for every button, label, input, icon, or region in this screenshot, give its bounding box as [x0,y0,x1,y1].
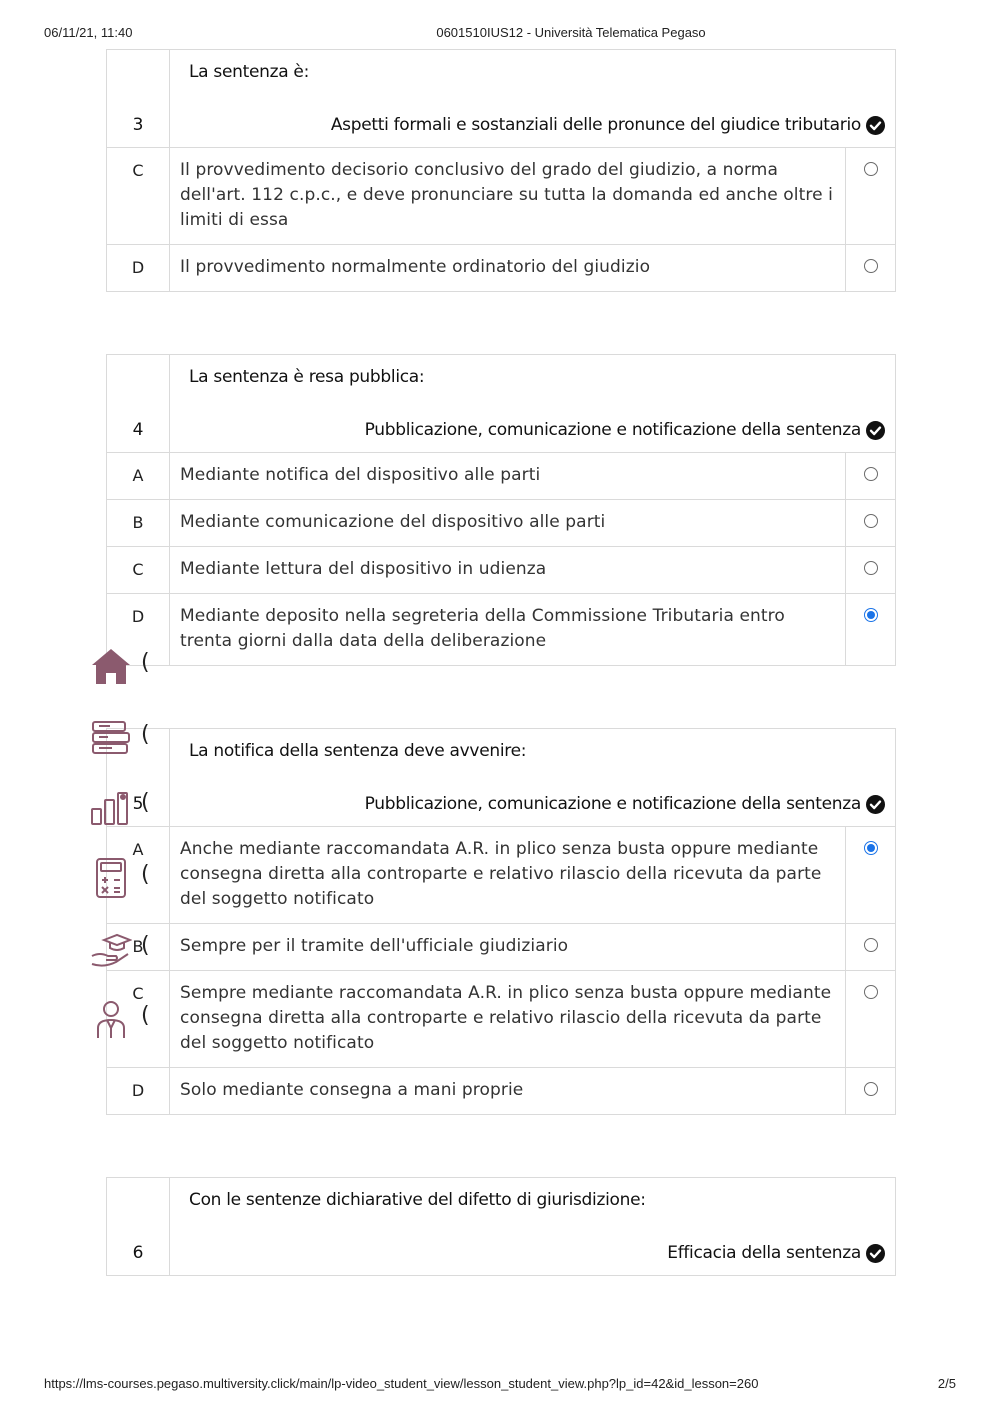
question-table-3 [106,49,896,292]
question-header [107,50,896,148]
sidebar-paren: ( [141,862,150,887]
check-circle-icon [866,795,885,814]
answer-option [107,500,896,547]
question-table-4 [106,354,896,666]
radio-button[interactable] [864,938,878,952]
print-datetime: 06/11/21, 11:40 [44,25,133,40]
radio-button[interactable] [864,561,878,575]
sidebar-paren: ( [141,790,150,815]
option-text: Solo mediante consegna a mani proprie [170,1068,846,1115]
question-text: La notifica della sentenza deve avvenire: [189,741,527,761]
question-number: 6 [132,1243,144,1263]
answer-option [107,924,896,971]
question-header [107,1178,896,1276]
sidebar-paren: ( [141,722,150,747]
option-label: B [107,500,170,547]
page-number: 2/5 [937,1376,956,1391]
option-label: D [107,594,170,666]
radio-button[interactable] [864,259,878,273]
radio-button[interactable] [864,985,878,999]
question-topic: Pubblicazione, comunicazione e notificazione della sentenza [365,420,885,440]
option-text: Anche mediante raccomandata A.R. in plico senza busta oppure mediante consegna diretta alla controparte e relativo rilascio della ricevuta da parte del soggetto notificato [170,827,846,924]
option-label: B [107,924,170,971]
radio-button[interactable] [864,162,878,176]
option-label: D [107,1068,170,1115]
check-circle-icon [866,421,885,440]
calculator-icon[interactable] [90,857,132,899]
books-icon[interactable] [90,717,132,759]
check-circle-icon [866,116,885,135]
answer-option [107,594,896,666]
radio-button[interactable] [864,467,878,481]
question-header [107,355,896,453]
question-topic: Pubblicazione, comunicazione e notificazione della sentenza [365,794,885,814]
question-text: La sentenza è: [189,62,310,82]
option-label: A [107,453,170,500]
option-text: Sempre mediante raccomandata A.R. in plico senza busta oppure mediante consegna diretta alla controparte e relativo rilascio della ricevuta da parte del soggetto notificato [170,971,846,1068]
question-header [107,729,896,827]
question-number: 5 [132,794,144,814]
option-label: C [107,547,170,594]
option-text: Il provvedimento normalmente ordinatorio del giudizio [170,245,846,292]
option-text: Mediante notifica del dispositivo alle parti [170,453,846,500]
teacher-icon[interactable] [90,998,132,1040]
check-circle-icon [866,1244,885,1263]
radio-button[interactable] [864,514,878,528]
sidebar-paren: ( [141,933,150,958]
answer-option [107,827,896,924]
answer-option [107,453,896,500]
print-title: 0601510IUS12 - Università Telematica Pegaso [436,25,706,40]
question-topic: Aspetti formali e sostanziali delle pronunce del giudice tributario [331,115,885,135]
option-text: Sempre per il tramite dell'ufficiale giudiziario [170,924,846,971]
answer-option [107,245,896,292]
question-number: 3 [132,115,144,135]
answer-option [107,547,896,594]
option-label: A [107,827,170,924]
question-table-5 [106,728,896,1115]
option-text: Mediante lettura del dispositivo in udienza [170,547,846,594]
radio-button[interactable] [864,1082,878,1096]
question-text: Con le sentenze dichiarative del difetto di giurisdizione: [189,1190,646,1210]
question-topic: Efficacia della sentenza [667,1243,885,1263]
answer-option [107,971,896,1068]
radio-button-selected[interactable] [864,608,878,622]
question-number: 4 [132,420,144,440]
home-icon[interactable] [90,645,132,687]
answer-option [107,148,896,245]
graduate-hand-icon[interactable] [90,928,132,970]
option-text: Il provvedimento decisorio conclusivo del grado del giudizio, a norma dell'art. 112 c.p.c., e deve pronunciare su tutta la domanda ed anche oltre i limiti di essa [170,148,846,245]
chart-icon[interactable] [90,787,132,829]
sidebar-paren: ( [141,650,150,675]
option-text: Mediante deposito nella segreteria della Commissione Tributaria entro trenta giorni dalla data della deliberazione [170,594,846,666]
option-text: Mediante comunicazione del dispositivo alle parti [170,500,846,547]
question-table-6 [106,1177,896,1276]
question-text: La sentenza è resa pubblica: [189,367,425,387]
option-label: C [107,971,170,1068]
print-url: https://lms-courses.pegaso.multiversity.click/main/lp-video_student_view/lesson_student_view.php?lp_id=42&id_lesson=260 [44,1376,759,1391]
option-label: D [107,245,170,292]
sidebar-paren: ( [141,1003,150,1028]
answer-option [107,1068,896,1115]
option-label: C [107,148,170,245]
radio-button-selected[interactable] [864,841,878,855]
